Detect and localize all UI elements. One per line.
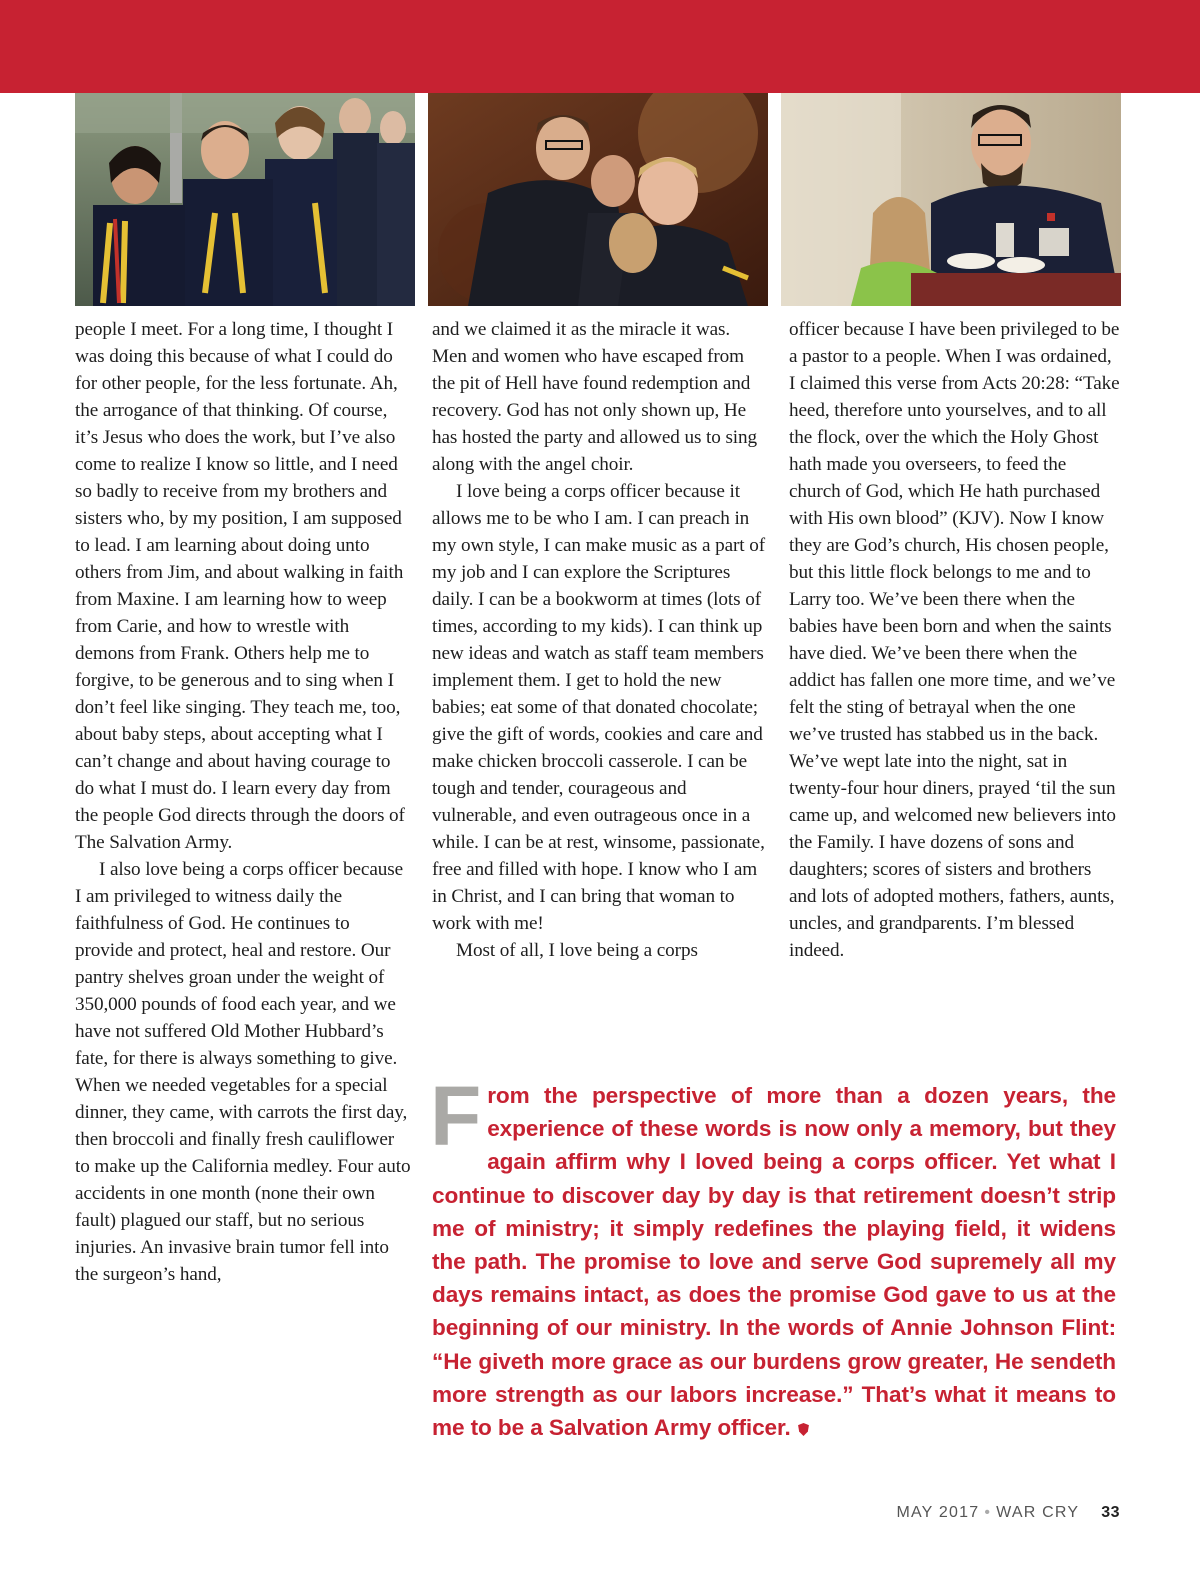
footer-separator: • [984,1504,992,1521]
drop-cap: F [430,1069,482,1163]
article-paragraph: and we claimed it as the miracle it was. Men and women who have escaped from the pit of Hell have found redemption and recovery. God has not only shown up, He has hosted the party and allowed us to sing along with the angel choir. [432,319,758,475]
officer-with-child-photo [781,93,1121,306]
page-number: 33 [1101,1504,1120,1521]
article-paragraph: people I meet. For a long time, I thought I was doing this because of what I could do for other people, for the less fortunate. Ah, the arrogance of that thinking. Of course, it’s Jesus who does the work, but I’ve also come to realize I know so little, and I need so badly to receive from my brothers and sisters who, by my position, I am supposed to lead. I am learning about doing unto others from Jim, and about walking in faith from Maxine. I am learning how to weep from Carie, and how to wrestle with demons from Frank. Others help me to forgive, to be generous and to sing when I don’t feel like singing. They teach me, too, about baby steps, about accepting what I can’t change and about having courage to do what I must do. I learn every day from the people God directs through the doors of The Salvation Army. [75,319,405,853]
officers-procession-photo [75,93,415,306]
magazine-name: WAR CRY [996,1504,1080,1521]
article-column-3 [789,316,1121,964]
officer-with-child-photo-icon [781,93,1121,306]
issue-date: MAY 2017 [896,1504,980,1521]
officers-embrace-photo-icon [428,93,768,306]
shield-end-mark-icon [797,1423,810,1436]
article-paragraph: officer because I have been privileged to be a pastor to a people. When I was ordained, I claimed this verse from Acts 20:28: “Take heed, therefore unto yourselves, and to all the flock, over the which the Holy Ghost hath made you overseers, to feed the church of God, which He hath purchased with His own blood” (KJV). Now I know they are God’s church, His chosen people, but this little flock belongs to me and to Larry too. We’ve been there when the babies have been born and when the saints have died. We’ve been there when the addict has fallen one more time, and we’ve felt the sting of betrayal when the one we’ve trusted has stabbed us in the back. We’ve wept late into the night, sat in twenty-four hour diners, prayed ‘til the sun came up, and welcomed new believers into the Family. I have dozens of sons and daughters; scores of sisters and brothers and lots of adopted mothers, fathers, aunts, uncles, and grandparents. I’m blessed indeed. [789,319,1120,961]
pull-quote [430,1069,1116,1444]
article-paragraph: I also love being a corps officer because I am privileged to witness daily the faithfulness of God. He continues to provide and protect, heal and restore. Our pantry shelves groan under the weight of 350,000 pounds of food each year, and we have not suffered Old Mother Hubbard’s fate, for there is always something to give. When we needed vegetables for a special dinner, they came, with carrots the first day, then broccoli and finally fresh cauliflower to make up the California medley. Four auto accidents in one month (none their own fault) plagued our staff, but no serious injuries. An invasive brain tumor fell into the surgeon’s hand, [75,859,411,1285]
officers-procession-photo-icon [75,93,415,306]
article-column-1 [75,316,411,1288]
article-paragraph: Most of all, I love being a corps [456,940,698,961]
officers-embrace-photo [428,93,768,306]
header-color-band [0,0,1200,93]
pull-quote-text: rom the perspective of more than a dozen years, the experience of these words is now only a memory, but they again affirm why I loved being a corps officer. Yet what I continue to discover day by day is that retirement doesn’t strip me of ministry; it simply redefines the playing field, it widens the path. The promise to love and serve God supremely all my days remains intact, as does the promise God gave to us at the beginning of our ministry. In the words of Annie Johnson Flint: “He giveth more grace as our burdens grow greater, He sendeth more strength as our labors increase.” That’s what it means to me to be a Salvation Army officer. [432,1083,1116,1441]
article-paragraph: I love being a corps officer because it allows me to be who I am. I can preach in my own style, I can make music as a part of my job and I can explore the Scriptures daily. I can be a bookworm at times (lots of times, according to my kids). I can think up new ideas and watch as staff team members implement them. I get to hold the new babies; eat some of that donated chocolate; give the gift of words, cookies and care and make chicken broccoli casserole. I can be tough and tender, courageous and vulnerable, and even outrageous once in a while. I can be at rest, winsome, passionate, free and filled with hope. I know who I am in Christ, and I can bring that woman to work with me! [432,481,765,934]
article-column-2 [432,316,768,964]
page-footer [896,1504,1120,1522]
